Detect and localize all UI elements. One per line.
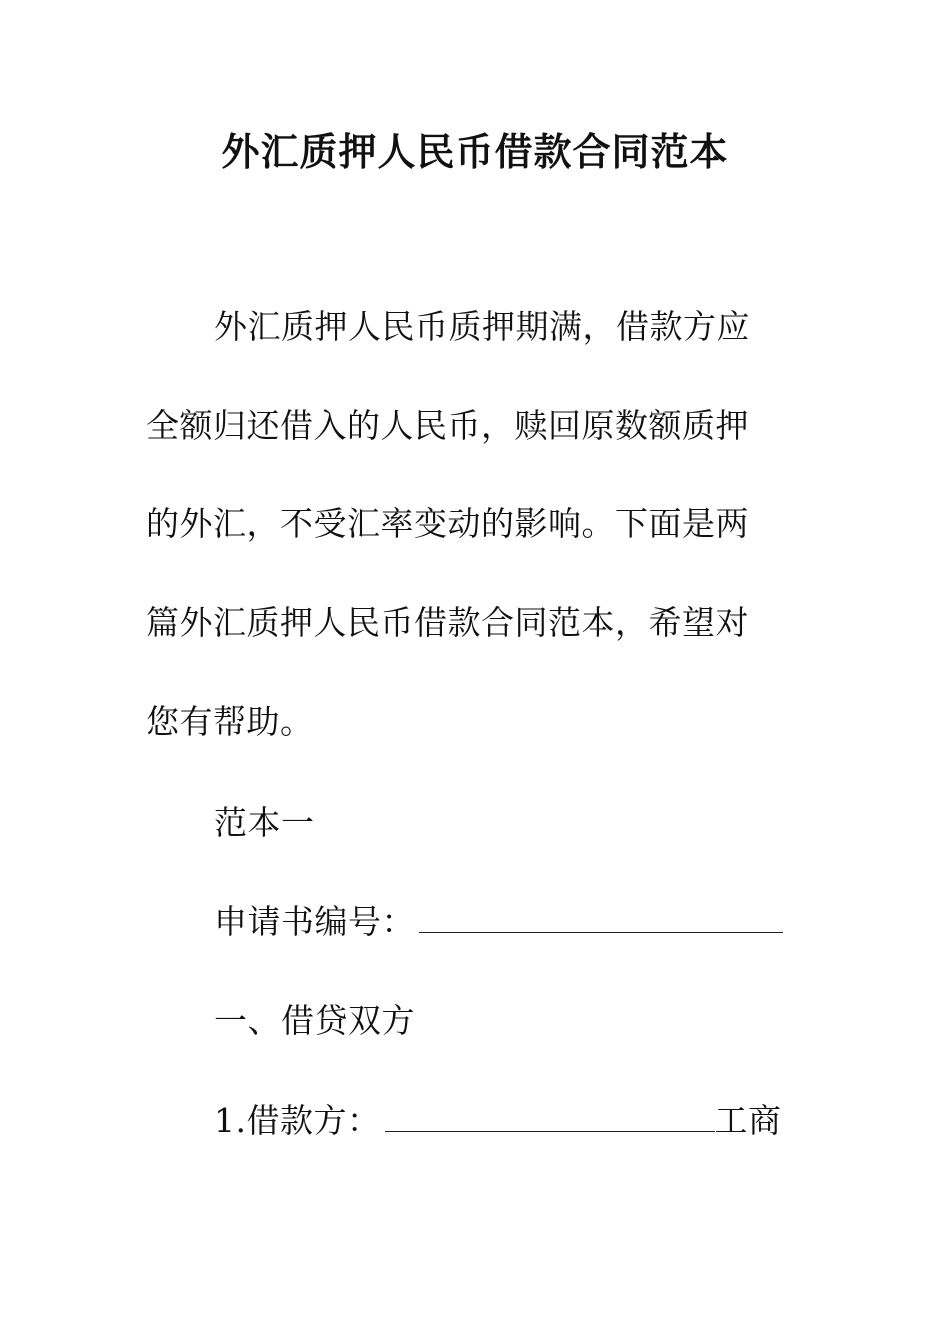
intro-line-5: 您有帮助。	[146, 702, 314, 741]
borrower-row	[214, 1096, 782, 1146]
application-number-row	[214, 897, 783, 947]
document-title: 外汇质押人民币借款合同范本	[221, 129, 729, 174]
borrower-label: 1.借款方：	[214, 1101, 381, 1140]
borrower-blank	[385, 1097, 715, 1132]
application-number-blank	[419, 898, 783, 933]
intro-line-2: 全额归还借入的人民币，赎回原数额质押	[146, 406, 749, 445]
section-label: 范本一	[214, 803, 315, 842]
intro-line-3: 的外汇，不受汇率变动的影响。下面是两	[146, 504, 749, 543]
intro-line-1: 外汇质押人民币质押期满，借款方应	[214, 307, 750, 346]
heading-borrowing-parties: 一、借贷双方	[214, 1001, 415, 1040]
borrower-suffix: 工商	[714, 1101, 782, 1140]
intro-line-4: 篇外汇质押人民币借款合同范本，希望对	[146, 603, 749, 642]
application-number-label: 申请书编号：	[214, 902, 415, 941]
